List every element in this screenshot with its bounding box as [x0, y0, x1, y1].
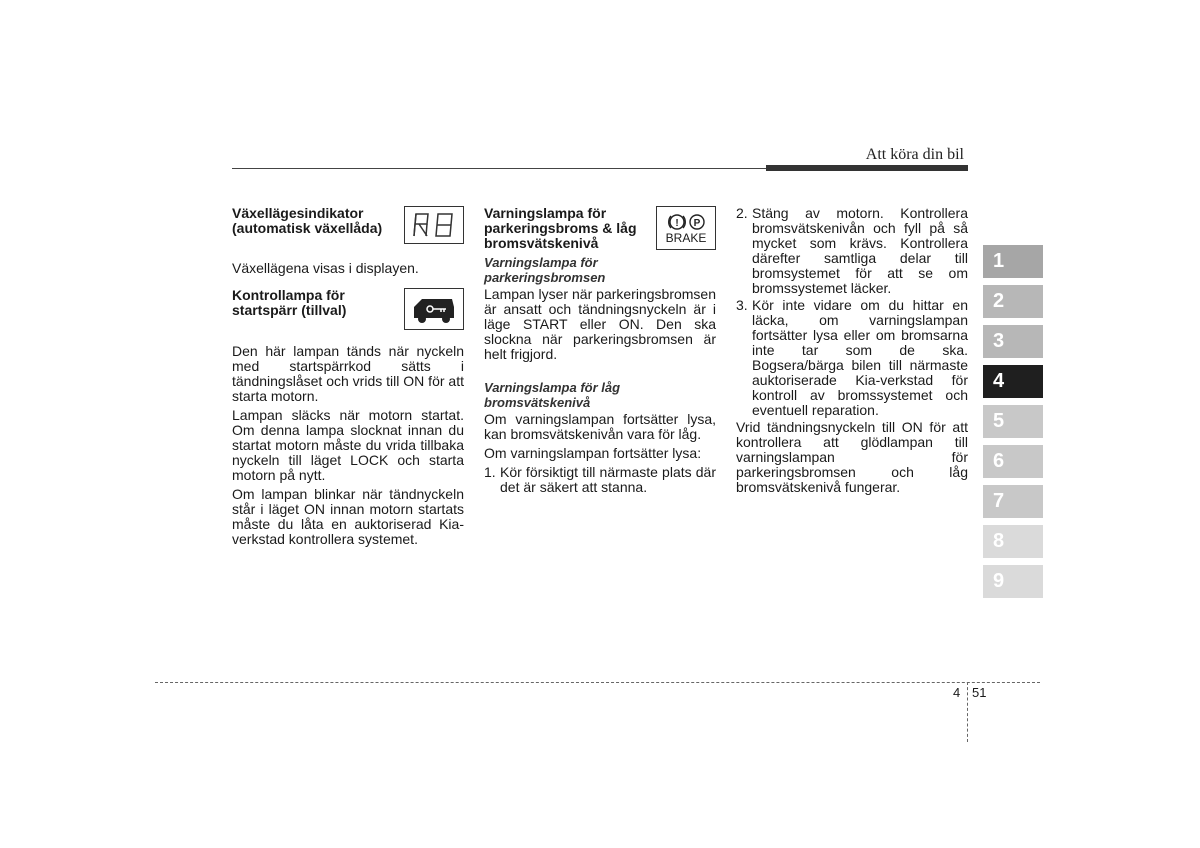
subheading-low-fluid: Varningslampa för låg bromsvätskenivå	[484, 380, 621, 410]
chapter-tab-2[interactable]: 2	[983, 285, 1043, 318]
section-title-brake-warning: Varningslampa för parkeringsbroms & låg bromsvätskenivå	[484, 205, 637, 251]
footer-divider	[967, 682, 968, 742]
column-2	[484, 206, 716, 497]
section-brake-warning	[484, 206, 716, 251]
column-3	[736, 206, 968, 499]
gear-display-icon	[404, 206, 464, 244]
chapter-tab-7[interactable]: 7	[983, 485, 1043, 518]
list-item	[484, 465, 716, 495]
list-item	[736, 206, 968, 296]
key-car-icon	[404, 288, 464, 330]
steps-list	[484, 465, 716, 495]
paragraph: Den här lampan tänds när nyckeln med startspärrkod sätts i tändningslåset och vrids till ON för att starta motorn.	[232, 343, 464, 404]
chapter-tab-8[interactable]: 8	[983, 525, 1043, 558]
paragraph: Om lampan blinkar när tändnyckeln står i läget ON innan motorn startats måste du låta en auktoriserad Kia-verkstad kontrollera systemet.	[232, 486, 464, 547]
footer-rule	[155, 682, 1040, 683]
paragraph: Lampan lyser när parkeringsbromsen är ansatt och tändningsnyckeln är i läge START eller ON. Den ska slockna när parkeringsbromsen är helt frigjord.	[484, 286, 716, 362]
list-item-text: Kör inte vidare om du hittar en läcka, om varningslampan fortsätter lysa eller om bromsarna inte tar som de ska. Bogsera/bärga bilen till närmaste auktoriserade Kia-verkstad för kontroll av bromssystemet och eventuell reparation.	[752, 297, 968, 418]
chapter-tabs	[983, 245, 1043, 605]
section-title-immobilizer: Kontrollampa för startspärr (tillval)	[232, 287, 347, 318]
chapter-tab-1[interactable]: 1	[983, 245, 1043, 278]
paragraph: Vrid tändningsnyckeln till ON för att kontrollera att glödlampan till varningslampan för parkeringsbromsen och låg bromsvätskenivå fungerar.	[736, 419, 968, 495]
section-immobilizer	[232, 288, 464, 330]
list-item	[736, 298, 968, 418]
subheading-parking-brake: Varningslampa för parkeringsbromsen	[484, 255, 606, 285]
paragraph: Om varningslampan fortsätter lysa, kan bromsvätskenivån vara för låg.	[484, 411, 716, 442]
header-bar	[766, 165, 968, 171]
brake-label: BRAKE	[665, 231, 707, 245]
list-item-number: 2.	[736, 205, 748, 221]
list-item-number: 3.	[736, 297, 748, 313]
header-rule	[232, 168, 766, 169]
chapter-tab-6[interactable]: 6	[983, 445, 1043, 478]
section-title-gear-indicator: Växellägesindikator (automatisk växellåda)	[232, 205, 383, 236]
list-item-number: 1.	[484, 464, 496, 480]
paragraph: Om varningslampan fortsätter lysa:	[484, 445, 702, 461]
paragraph: Växellägena visas i displayen.	[232, 260, 419, 276]
svg-text:!: !	[675, 218, 679, 229]
brake-warning-icon	[656, 206, 716, 250]
chapter-number: 4	[953, 685, 961, 700]
chapter-tab-9[interactable]: 9	[983, 565, 1043, 598]
page-number: 51	[972, 685, 987, 700]
chapter-tab-4[interactable]: 4	[983, 365, 1043, 398]
steps-list-continued	[736, 206, 968, 418]
column-1	[232, 206, 464, 551]
list-item-text: Stäng av motorn. Kontrollera bromsvätskenivån och fyll på så mycket som krävs. Kontrollera därefter samtliga delar till bromsystemet för att se om bromssystemet läcker.	[752, 205, 968, 296]
list-item-text: Kör försiktigt till närmaste plats där det är säkert att stanna.	[500, 464, 716, 495]
page-title: Att köra din bil	[865, 146, 964, 163]
section-gear-indicator	[232, 206, 464, 244]
paragraph: Lampan släcks när motorn startat. Om denna lampa slocknat innan du startat motorn måste du vrida tillbaka nyckeln till läget LOCK och starta motorn på nytt.	[232, 407, 464, 483]
svg-text:P: P	[693, 218, 701, 229]
chapter-tab-5[interactable]: 5	[983, 405, 1043, 438]
chapter-tab-3[interactable]: 3	[983, 325, 1043, 358]
